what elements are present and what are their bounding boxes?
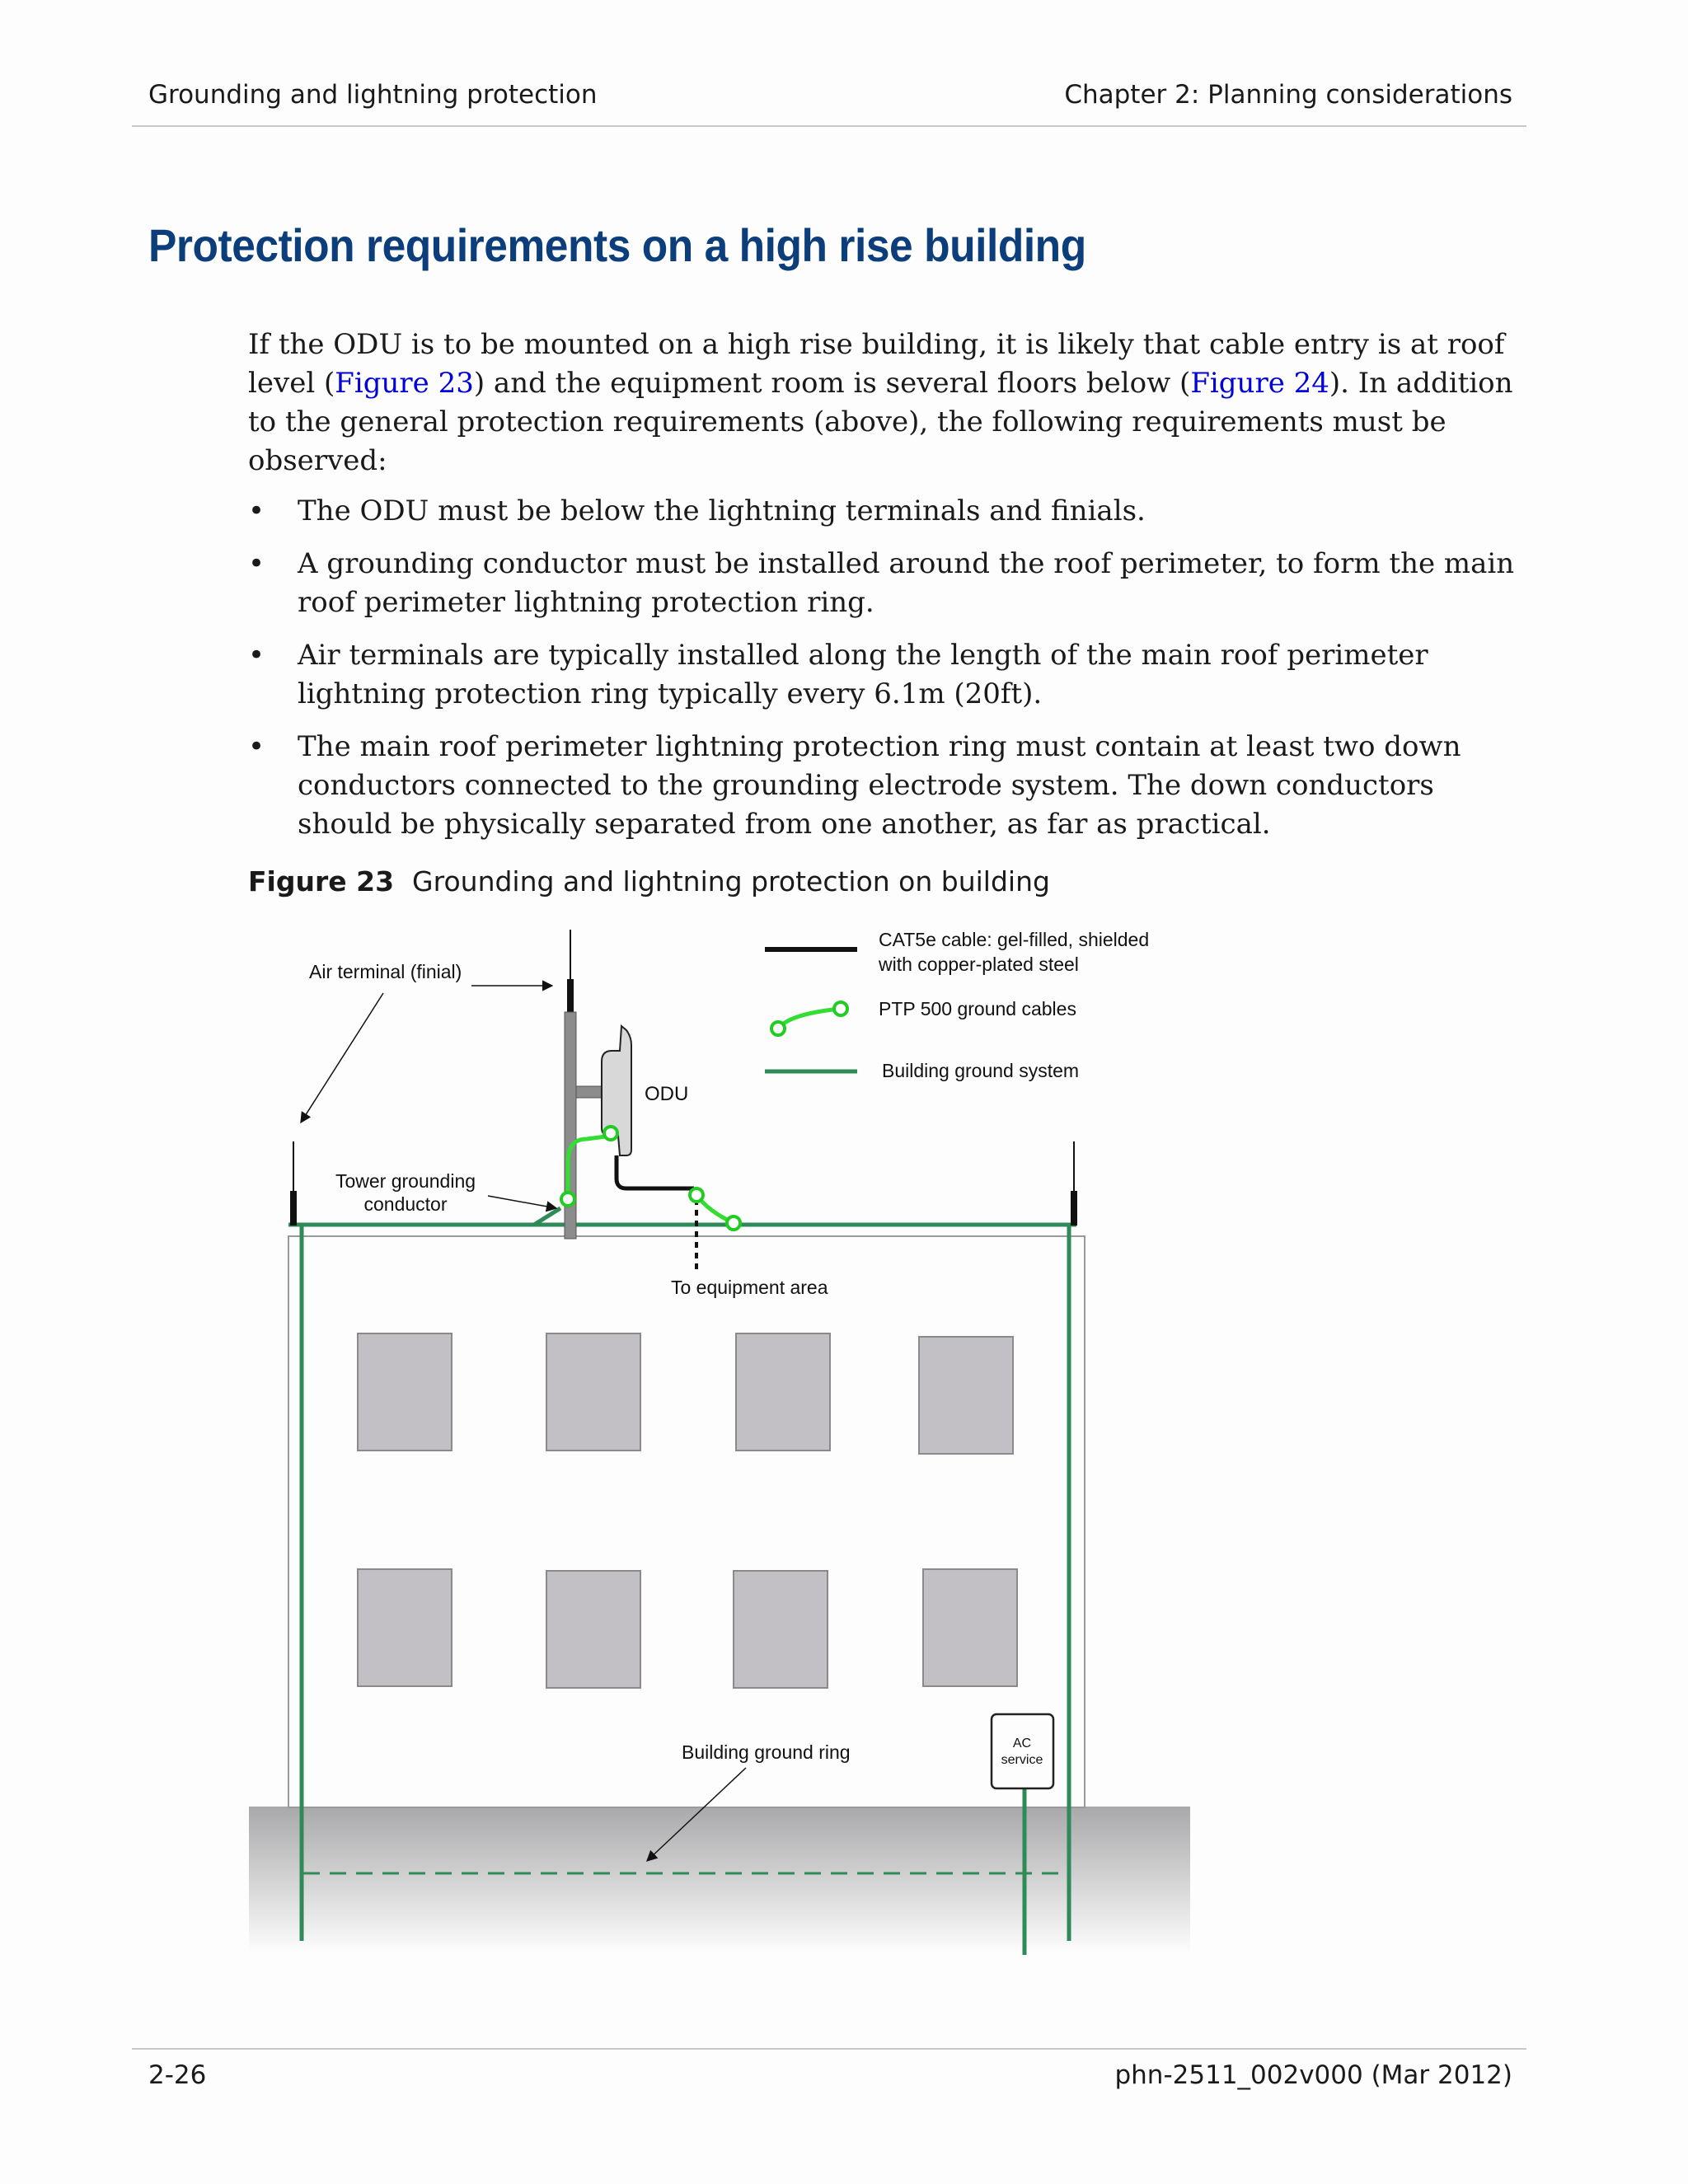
window <box>736 1333 830 1451</box>
tower-grounding-label-2: conductor <box>363 1193 448 1215</box>
tower-grounding-label: Tower grounding <box>335 1170 476 1192</box>
air-terminal-arrow-left <box>301 993 383 1122</box>
bullet-icon: • <box>248 730 265 763</box>
footer-rule <box>132 2048 1526 2050</box>
cat5e-cable <box>617 1155 694 1188</box>
window <box>919 1337 1013 1454</box>
legend-ptp-label: PTP 500 ground cables <box>879 998 1076 1019</box>
window <box>923 1569 1017 1686</box>
intro-text-3: ). In addition to the general protection requirements (above), the following requirements must be observed: <box>248 367 1513 477</box>
running-header-chapter: Chapter 2: Planning considerations <box>1064 80 1512 110</box>
odu-label: ODU <box>645 1083 689 1105</box>
ac-label-service: service <box>1001 1753 1043 1767</box>
ac-service-box <box>992 1714 1053 1788</box>
window <box>358 1569 452 1686</box>
list-item-text: The main roof perimeter lightning protection ring must contain at least two down conductors connected to the grounding electrode system. The down conductors should be physically separated from one another, as far as practical. <box>298 730 1461 841</box>
building-outline <box>288 1236 1085 1807</box>
list-item-text: Air terminals are typically installed along the length of the main roof perimeter lightning protection ring typically every 6.1m (20ft). <box>298 639 1428 710</box>
ptp-ground-cables <box>568 1136 734 1223</box>
legend-cat5e-label-2: with copper-plated steel <box>879 954 1079 975</box>
figure-caption-text: Grounding and lightning protection on building <box>412 865 1050 898</box>
window <box>358 1333 452 1451</box>
odu-bracket <box>576 1086 603 1098</box>
ground-area <box>249 1807 1190 1953</box>
equipment-area-label: To equipment area <box>671 1277 828 1298</box>
legend-ptp-swatch <box>778 1009 841 1029</box>
window <box>734 1571 828 1688</box>
legend <box>765 929 1149 1081</box>
figure-number: Figure 23 <box>248 865 395 898</box>
tower-grounding-arrow <box>488 1196 556 1208</box>
intro-text-1: If the ODU is to be mounted on a high rise building, it is likely that cable entry is at roof level ( <box>248 328 1505 400</box>
air-terminal-label: Air terminal (finial) <box>309 961 462 982</box>
bullet-icon: • <box>248 494 265 527</box>
bullet-icon: • <box>248 547 265 580</box>
running-header-section: Grounding and lightning protection <box>148 80 598 110</box>
figure-23-link[interactable]: Figure 23 <box>335 367 474 400</box>
bullet-icon: • <box>248 639 265 672</box>
ac-label: AC <box>1012 1736 1032 1750</box>
intro-text-2: ) and the equipment room is several floors below ( <box>473 367 1191 400</box>
list-item-text: The ODU must be below the lightning terminals and finials. <box>298 494 1146 527</box>
window <box>546 1333 640 1451</box>
page-title: Protection requirements on a high rise building <box>148 219 1086 271</box>
page-number: 2-26 <box>148 2060 207 2090</box>
list-item-text: A grounding conductor must be installed around the roof perimeter, to form the main roof perimeter lightning protection ring. <box>298 547 1515 619</box>
legend-building-ground-label: Building ground system <box>882 1060 1080 1081</box>
building-ground-ring-label: Building ground ring <box>682 1741 851 1763</box>
window <box>546 1571 640 1688</box>
document-id: phn-2511_002v000 (Mar 2012) <box>1114 2060 1512 2090</box>
figure-24-link[interactable]: Figure 24 <box>1190 367 1329 400</box>
legend-cat5e-label: CAT5e cable: gel-filled, shielded <box>879 929 1150 950</box>
ptp-ground-lugs <box>561 1127 740 1230</box>
